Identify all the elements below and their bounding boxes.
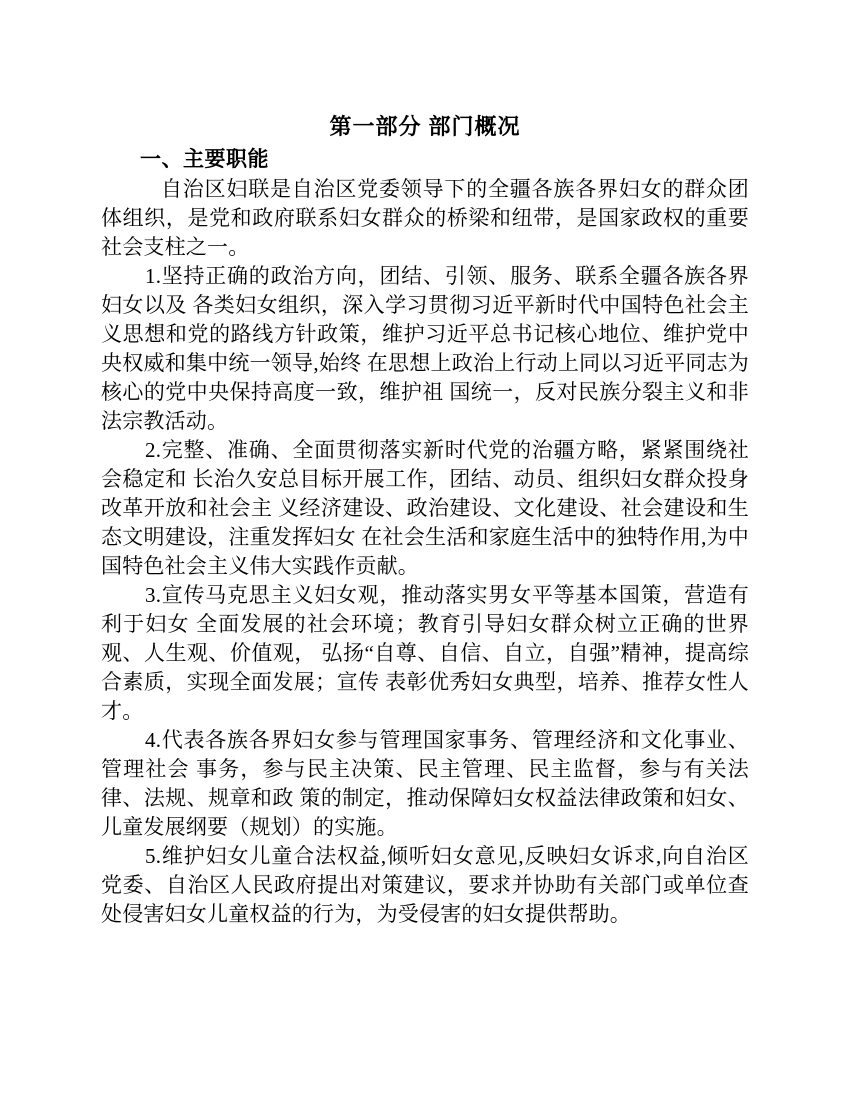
page-title: 第一部分 部门概况: [329, 114, 521, 139]
numbered-paragraph-4: 4.代表各族各界妇女参与管理国家事务、管理经济和文化事业、管理社会 事务，参与民主决策、民主管理、民主监督，参与有关法律、法规、规章和政 策的制定，推动保障妇女权益法律政策和妇女、儿童发展纲要（规划）的实施。: [101, 728, 749, 839]
section-heading: 一、主要职能: [140, 148, 269, 171]
document-content: [101, 112, 749, 929]
numbered-paragraph-3: 3.宣传马克思主义妇女观，推动落实男女平等基本国策，营造有利于妇女 全面发展的社会环境；教育引导妇女群众树立正确的世界观、人生观、价值观， 弘扬“自尊、自信、自立，自强”精神，提高综合素质，实现全面发展；宣传 表彰优秀妇女典型，培养、推荐女性人才。: [101, 583, 749, 723]
numbered-paragraph-2: 2.完整、准确、全面贯彻落实新时代党的治疆方略，紧紧围绕社会稳定和 长治久安总目标开展工作，团结、动员、组织妇女群众投身改革开放和社会主 义经济建设、政治建设、文化建设、社会建设和生态文明建设，注重发挥妇女 在社会生活和家庭生活中的独特作用,为中国特色社会主义伟大实践作贡献。: [101, 438, 749, 578]
intro-paragraph: 自治区妇联是自治区党委领导下的全疆各族各界妇女的群众团体组织，是党和政府联系妇女群众的桥梁和纽带，是国家政权的重要社会支柱之一。: [101, 177, 749, 259]
numbered-paragraph-5: 5.维护妇女儿童合法权益,倾听妇女意见,反映妇女诉求,向自治区党委、自治区人民政府提出对策建议，要求并协助有关部门或单位查处侵害妇女儿童权益的行为，为受侵害的妇女提供帮助。: [101, 844, 749, 926]
numbered-paragraph-1: 1.坚持正确的政治方向，团结、引领、服务、联系全疆各族各界妇女以及 各类妇女组织，深入学习贯彻习近平新时代中国特色社会主义思想和党的路线方针政策，维护习近平总书记核心地位、维护党中央权威和集中统一领导,始终 在思想上政治上行动上同以习近平同志为核心的党中央保持高度一致，维护祖 国统一，反对民族分裂主义和非法宗教活动。: [101, 264, 749, 433]
